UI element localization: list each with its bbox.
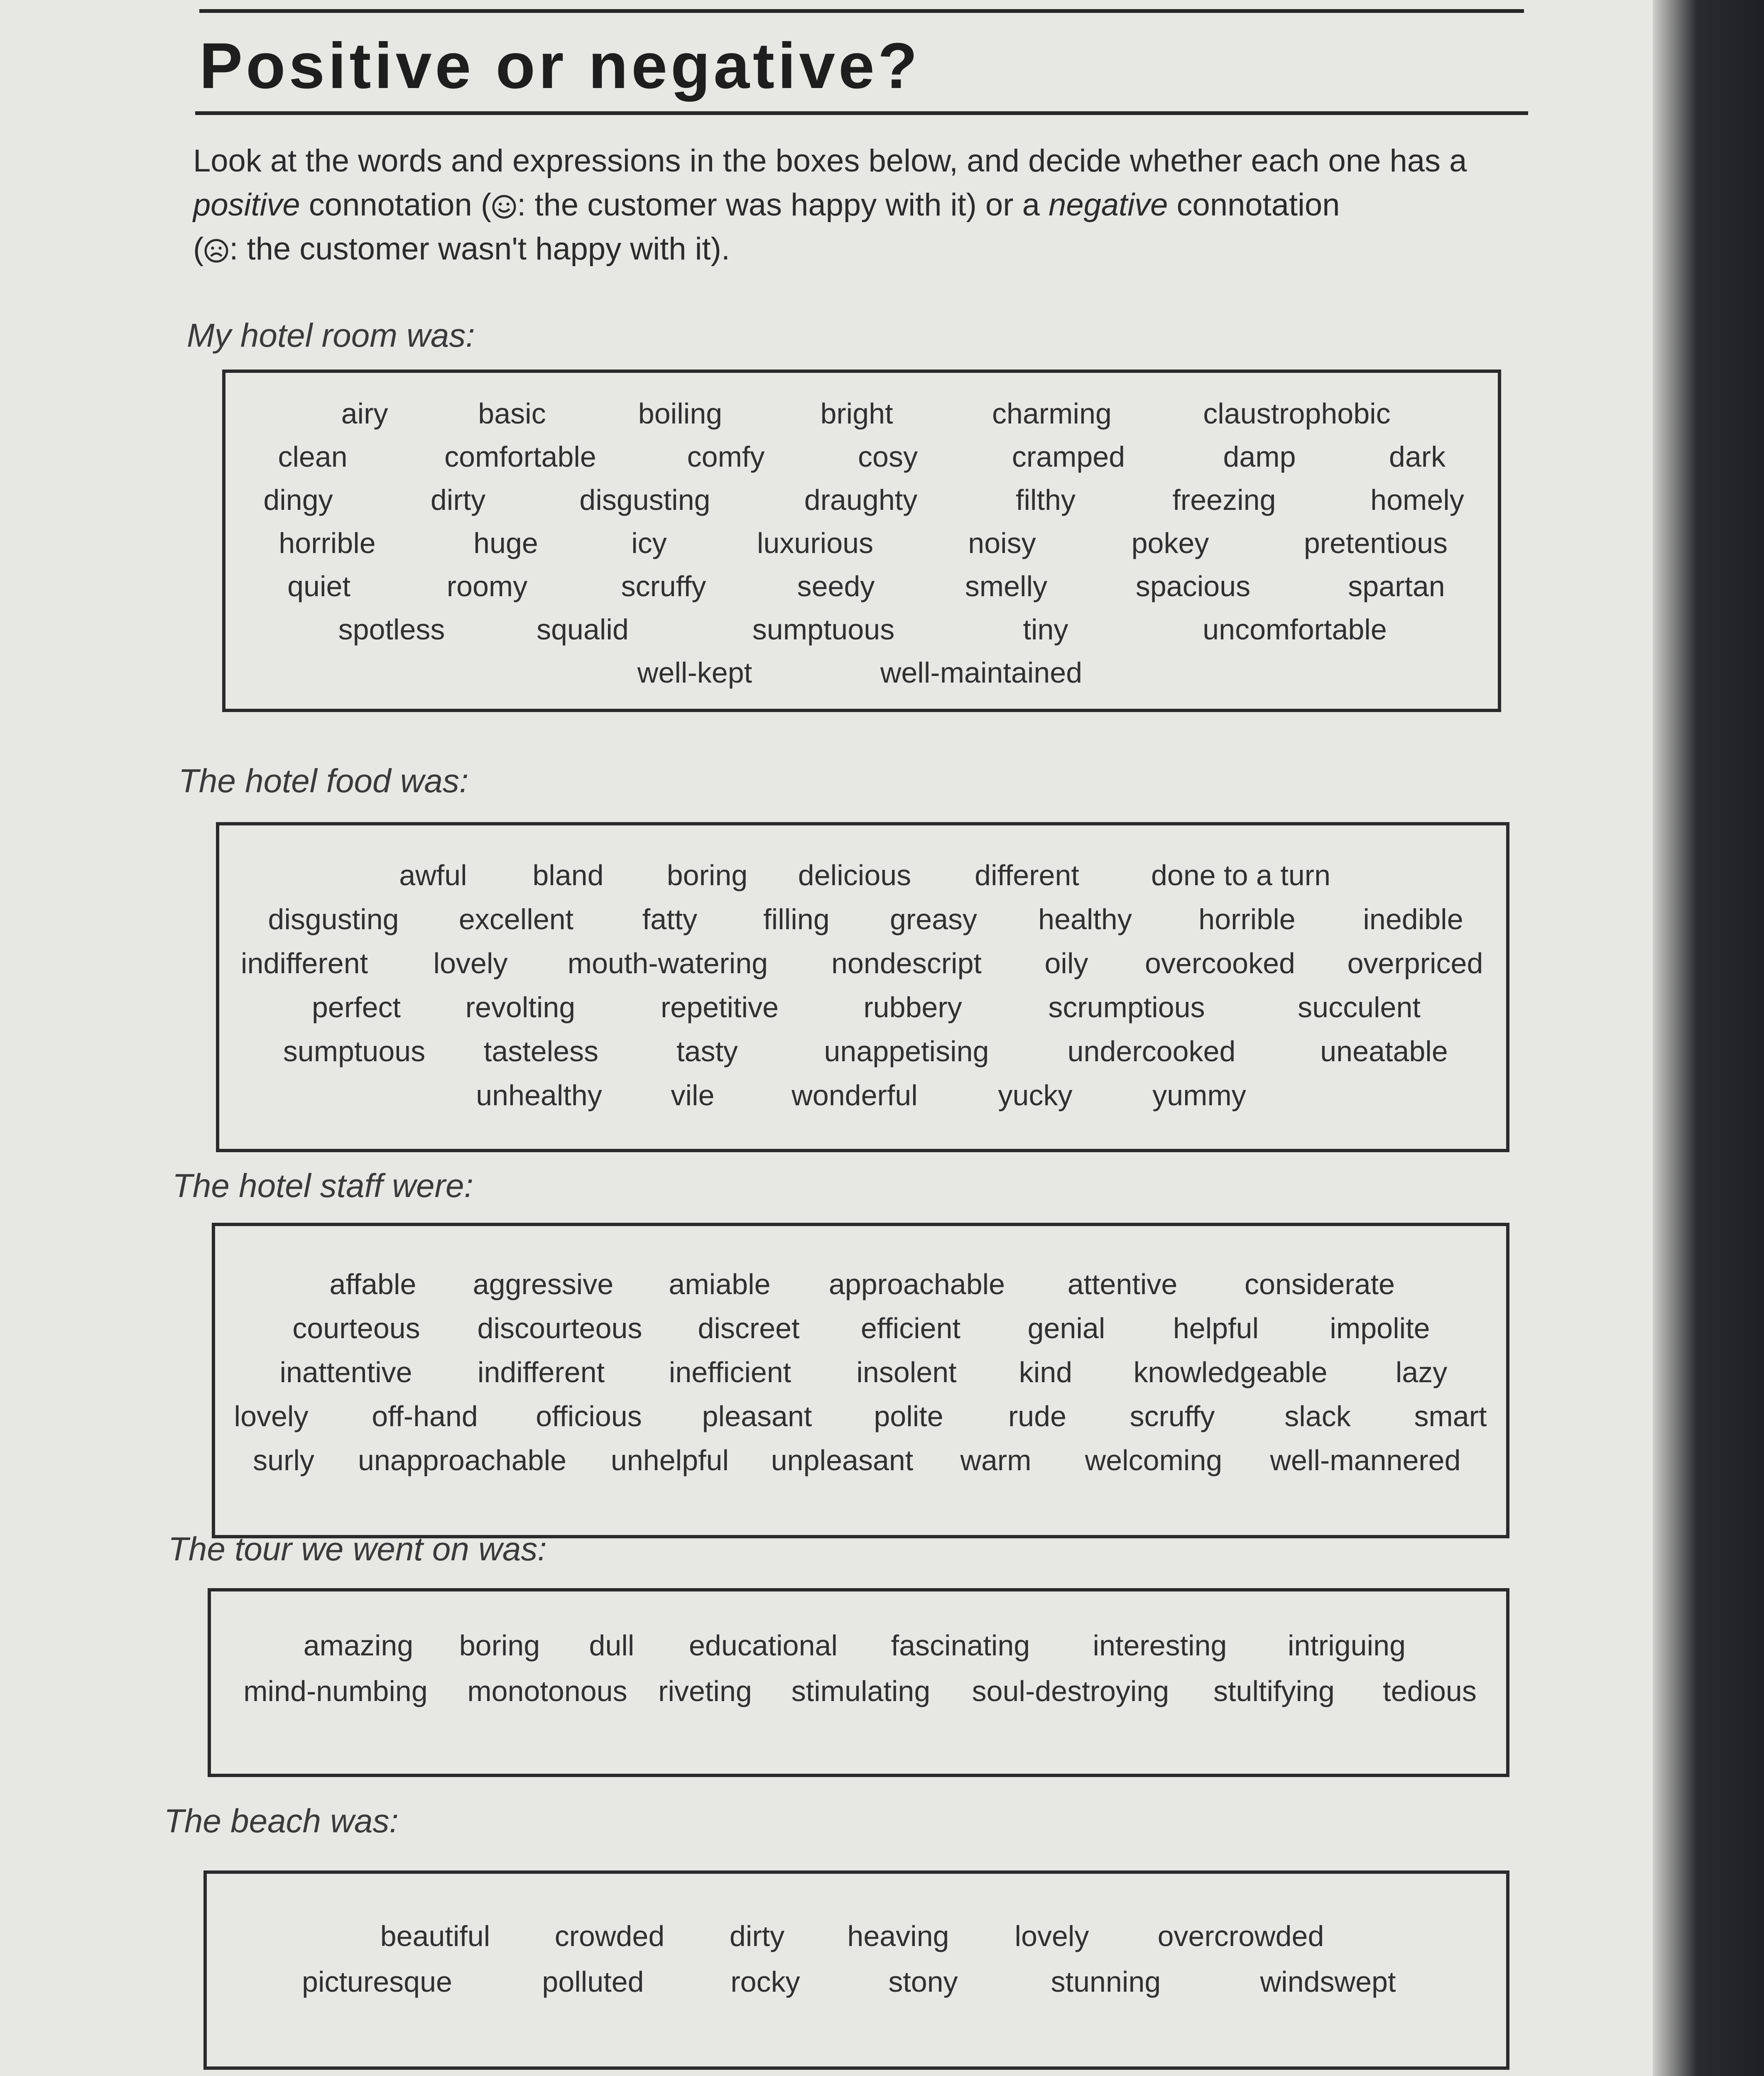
word-item: inattentive — [279, 1356, 412, 1388]
word-item: fascinating — [891, 1629, 1030, 1662]
word-item: huge — [473, 527, 538, 559]
word-item: boiling — [638, 397, 723, 430]
word-box-beach — [203, 1870, 1509, 2070]
word-item: bland — [532, 859, 604, 891]
word-item: disgusting — [579, 484, 710, 516]
word-item: monotonous — [467, 1675, 627, 1707]
section-label-beach: The beach was: — [164, 1802, 399, 1839]
word-item: efficient — [861, 1312, 960, 1344]
word-item: excellent — [458, 903, 574, 935]
word-item: spartan — [1348, 570, 1445, 602]
word-item: claustrophobic — [1203, 397, 1391, 430]
word-item: pleasant — [702, 1400, 812, 1432]
word-item: warm — [960, 1444, 1031, 1476]
word-item: roomy — [446, 570, 528, 602]
word-item: boring — [666, 859, 748, 891]
word-item: crowded — [554, 1920, 665, 1952]
word-item: welcoming — [1085, 1444, 1223, 1476]
word-item: delicious — [798, 859, 911, 891]
word-item: aggressive — [473, 1268, 614, 1300]
word-item: inefficient — [669, 1356, 791, 1388]
word-item: uncomfortable — [1203, 613, 1387, 646]
word-item: amazing — [303, 1629, 414, 1662]
word-item: indifferent — [477, 1356, 605, 1388]
word-item: stony — [888, 1966, 958, 1998]
word-item: indifferent — [240, 947, 368, 979]
word-item: officious — [536, 1400, 642, 1432]
word-item: luxurious — [757, 527, 874, 559]
word-item: lazy — [1395, 1356, 1448, 1388]
word-item: smelly — [965, 570, 1048, 602]
word-item: stunning — [1051, 1966, 1161, 1998]
positive-word: positive — [193, 187, 300, 223]
word-item: icy — [631, 527, 667, 559]
instructions-line-1: Look at the words and expressions in the boxes below, and decide whether each one has a — [193, 143, 1467, 179]
word-item: filling — [763, 903, 830, 935]
word-item: courteous — [292, 1312, 420, 1344]
word-item: lovely — [234, 1400, 309, 1432]
word-item: slack — [1284, 1400, 1351, 1432]
word-item: nondescript — [831, 947, 982, 979]
word-item: greasy — [889, 903, 978, 935]
word-item: oily — [1044, 947, 1088, 979]
word-item: scruffy — [1129, 1400, 1215, 1432]
word-item: revolting — [465, 991, 576, 1023]
word-item: noisy — [968, 527, 1036, 559]
section-label-hotel-room: My hotel room was: — [187, 317, 475, 354]
top-rule — [199, 9, 1524, 13]
word-item: lovely — [433, 947, 508, 979]
word-item: bright — [820, 397, 893, 430]
word-item: educational — [688, 1629, 838, 1662]
word-box-hotel-staff — [212, 1223, 1509, 1538]
word-item: lovely — [1014, 1920, 1089, 1952]
word-item: picturesque — [302, 1966, 452, 1998]
title-underline — [195, 111, 1528, 115]
word-item: riveting — [658, 1675, 752, 1707]
page-edge-shadow — [1653, 0, 1764, 2076]
word-item: seedy — [797, 570, 875, 602]
word-item: approachable — [828, 1268, 1005, 1300]
word-item: attentive — [1067, 1268, 1178, 1300]
word-item: yummy — [1152, 1079, 1246, 1111]
word-item: unapproachable — [358, 1444, 567, 1476]
word-item: polite — [874, 1400, 943, 1432]
word-item: comfortable — [444, 441, 596, 473]
word-item: cramped — [1012, 441, 1125, 473]
word-item: dirty — [729, 1920, 785, 1952]
instructions-line-2-end: connotation — [1168, 187, 1340, 223]
word-item: heaving — [847, 1920, 949, 1952]
word-item: smart — [1414, 1400, 1487, 1432]
word-box-hotel-room — [222, 370, 1501, 712]
word-item: polluted — [542, 1966, 644, 1998]
word-item: healthy — [1038, 903, 1132, 935]
word-item: done to a turn — [1151, 859, 1330, 891]
word-item: succulent — [1298, 991, 1421, 1023]
word-item: stimulating — [791, 1675, 931, 1707]
word-item: tedious — [1383, 1675, 1477, 1707]
word-item: quiet — [287, 570, 350, 602]
negative-word: negative — [1049, 187, 1168, 223]
word-item: tasteless — [483, 1035, 599, 1067]
instructions-line-2-mid: connotation ( — [300, 187, 492, 223]
section-label-hotel-staff: The hotel staff were: — [172, 1167, 473, 1204]
word-item: draughty — [804, 484, 918, 516]
word-item: tasty — [676, 1035, 738, 1067]
word-item: vile — [671, 1079, 715, 1111]
word-item: different — [975, 859, 1079, 891]
word-item: inedible — [1363, 903, 1463, 935]
word-item: homely — [1370, 484, 1464, 516]
word-item: sumptuous — [752, 613, 895, 646]
word-item: dull — [589, 1629, 635, 1662]
instructions-line-2 — [193, 187, 1340, 223]
word-item: horrible — [1198, 903, 1296, 935]
word-item: beautiful — [380, 1920, 490, 1952]
word-item: horrible — [279, 527, 376, 559]
word-item: pretentious — [1303, 527, 1448, 559]
word-item: charming — [992, 397, 1112, 430]
word-item: kind — [1019, 1356, 1073, 1388]
instructions — [193, 139, 1543, 271]
word-item: cosy — [858, 441, 918, 473]
word-item: uneatable — [1320, 1035, 1448, 1067]
word-item: affable — [329, 1268, 416, 1300]
word-item: interesting — [1093, 1629, 1227, 1662]
word-item: insolent — [856, 1356, 957, 1388]
word-item: unpleasant — [771, 1444, 914, 1476]
word-item: knowledgeable — [1133, 1356, 1328, 1388]
word-item: comfy — [687, 441, 765, 473]
instructions-line-3-tail: : the customer wasn't happy with it). — [229, 231, 730, 267]
word-item: well-kept — [637, 656, 752, 689]
word-item: mouth-watering — [567, 947, 768, 979]
word-item: rubbery — [863, 991, 962, 1023]
word-item: overcrowded — [1157, 1920, 1324, 1952]
word-item: filthy — [1016, 484, 1076, 516]
word-item: considerate — [1245, 1268, 1395, 1300]
word-item: repetitive — [660, 991, 779, 1023]
word-item: mind-numbing — [243, 1675, 428, 1707]
instructions-line-3 — [193, 231, 730, 267]
word-item: helpful — [1173, 1312, 1259, 1344]
frowning-face-icon — [203, 238, 229, 264]
word-item: spotless — [338, 613, 445, 646]
word-item: surly — [253, 1444, 314, 1476]
word-item: dirty — [430, 484, 486, 516]
section-label-tour: The tour we went on was: — [168, 1530, 547, 1567]
word-item: intriguing — [1287, 1629, 1406, 1662]
word-item: perfect — [312, 991, 401, 1023]
smiling-face-icon — [491, 194, 517, 220]
word-item: disgusting — [268, 903, 399, 935]
word-item: well-mannered — [1270, 1444, 1461, 1476]
word-item: impolite — [1330, 1312, 1430, 1344]
word-item: unhelpful — [610, 1444, 729, 1476]
word-item: spacious — [1135, 570, 1251, 602]
word-item: scruffy — [621, 570, 706, 602]
word-item: pokey — [1131, 527, 1209, 559]
word-item: tiny — [1023, 613, 1068, 646]
word-item: rude — [1008, 1400, 1067, 1432]
word-item: boring — [459, 1629, 540, 1662]
instructions-line-2-tail: : the customer was happy with it) or a — [517, 187, 1049, 223]
word-item: off-hand — [372, 1400, 478, 1432]
word-box-hotel-food — [216, 822, 1509, 1152]
word-item: scrumptious — [1048, 991, 1205, 1023]
word-item: discourteous — [477, 1312, 642, 1344]
word-item: sumptuous — [283, 1035, 426, 1067]
word-item: well-maintained — [880, 656, 1083, 689]
page-title: Positive or negative? — [199, 30, 921, 102]
word-item: discreet — [698, 1312, 800, 1344]
word-item: overpriced — [1347, 947, 1483, 979]
word-item: amiable — [669, 1268, 771, 1300]
word-item: unhealthy — [476, 1079, 602, 1111]
word-item: stultifying — [1213, 1675, 1335, 1707]
word-item: airy — [341, 397, 388, 430]
word-item: dark — [1389, 441, 1446, 473]
instructions-line-3-open: ( — [193, 231, 204, 267]
word-item: unappetising — [824, 1035, 989, 1067]
word-item: windswept — [1260, 1966, 1396, 1998]
word-item: dingy — [263, 484, 333, 516]
word-item: yucky — [998, 1079, 1073, 1111]
word-box-tour — [208, 1588, 1509, 1777]
word-item: undercooked — [1067, 1035, 1236, 1067]
word-item: awful — [399, 859, 467, 891]
word-item: overcooked — [1145, 947, 1295, 979]
word-item: fatty — [642, 903, 698, 935]
word-item: genial — [1027, 1312, 1105, 1344]
word-item: squalid — [537, 613, 629, 646]
word-item: freezing — [1172, 484, 1276, 516]
word-item: rocky — [730, 1966, 800, 1998]
word-item: clean — [278, 441, 348, 473]
word-item: basic — [478, 397, 546, 430]
section-label-hotel-food: The hotel food was: — [179, 762, 469, 799]
word-item: wonderful — [791, 1079, 918, 1111]
word-item: soul-destroying — [972, 1675, 1169, 1707]
word-item: damp — [1223, 441, 1296, 473]
